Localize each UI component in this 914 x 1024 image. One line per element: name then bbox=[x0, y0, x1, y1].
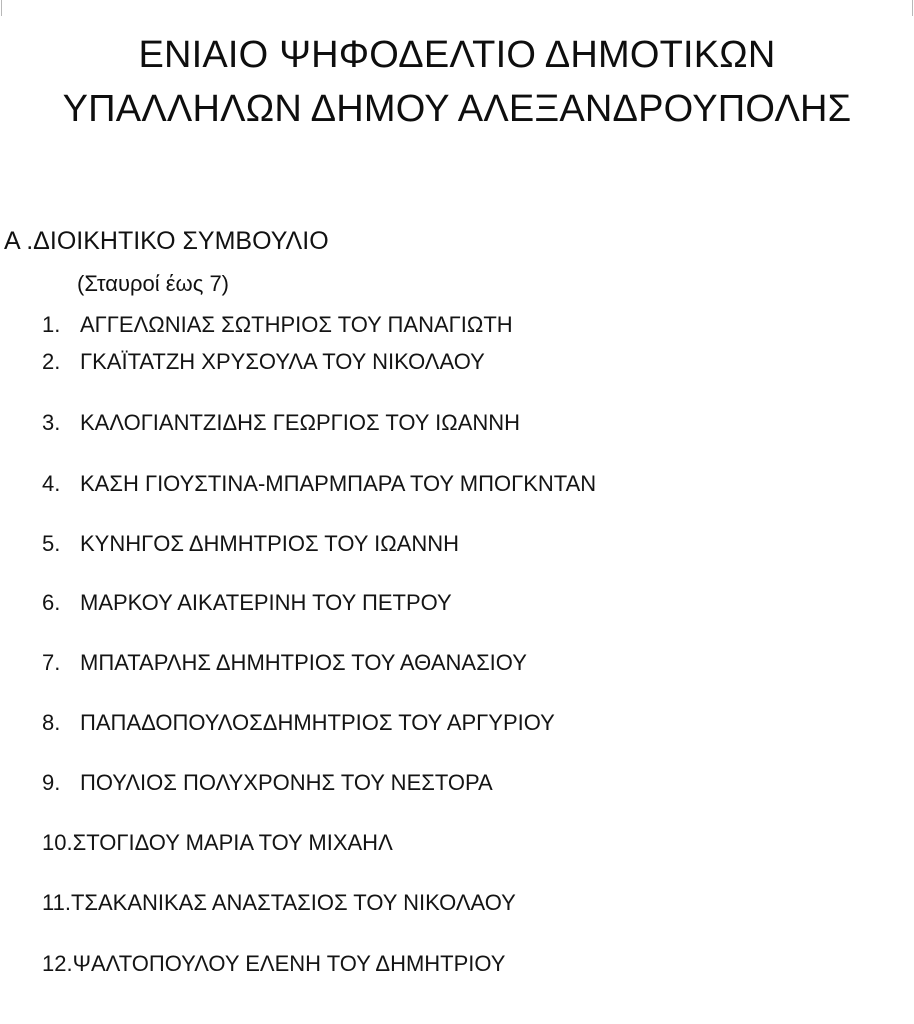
candidate-name: ΨΑΛΤΟΠΟΥΛΟΥ ΕΛΕΝΗ ΤΟΥ ΔΗΜΗΤΡΙΟΥ bbox=[72, 951, 506, 976]
item-number: 7. bbox=[42, 650, 61, 675]
item-number: 11. bbox=[42, 890, 71, 915]
section-heading: Α .ΔΙΟΙΚΗΤΙΚΟ ΣΥΜΒΟΥΛΙΟ bbox=[4, 227, 329, 255]
item-number: 9. bbox=[42, 770, 61, 795]
list-item bbox=[42, 408, 520, 438]
list-item bbox=[42, 708, 555, 738]
item-number: 2. bbox=[42, 349, 61, 374]
candidate-name: ΚΑΛΟΓΙΑΝΤΖΙΔΗΣ ΓΕΩΡΓΙΟΣ ΤΟΥ ΙΩΑΝΝΗ bbox=[80, 410, 521, 435]
list-item bbox=[42, 469, 596, 499]
item-number: 5. bbox=[42, 531, 61, 556]
candidate-name: ΚΥΝΗΓΟΣ ΔΗΜΗΤΡΙΟΣ ΤΟΥ ΙΩΑΝΝΗ bbox=[80, 531, 460, 556]
list-item bbox=[42, 347, 485, 377]
item-number: 1. bbox=[42, 312, 61, 337]
document-title-line-2: ΥΠΑΛΛΗΛΩΝ ΔΗΜΟΥ ΑΛΕΞΑΝΔΡΟΥΠΟΛΗΣ bbox=[62, 88, 852, 130]
candidate-name: ΠΑΠΑΔΟΠΟΥΛΟΣΔΗΜΗΤΡΙΟΣ ΤΟΥ ΑΡΓΥΡΙΟΥ bbox=[80, 710, 555, 735]
item-number: 8. bbox=[42, 710, 61, 735]
item-number: 4. bbox=[42, 471, 61, 496]
document-title-line-1: ΕΝΙΑΙΟ ΨΗΦΟΔΕΛΤΙΟ ΔΗΜΟΤΙΚΩΝ bbox=[138, 34, 776, 76]
candidate-name: ΤΣΑΚΑΝΙΚΑΣ ΑΝΑΣΤΑΣΙΟΣ ΤΟΥ ΝΙΚΟΛΑΟΥ bbox=[70, 890, 516, 915]
item-number: 6. bbox=[42, 590, 61, 615]
candidate-name: ΠΟΥΛΙΟΣ ΠΟΛΥΧΡΟΝΗΣ ΤΟΥ ΝΕΣΤΟΡΑ bbox=[80, 770, 493, 795]
item-number: 3. bbox=[42, 410, 61, 435]
section-note: (Σταυροί έως 7) bbox=[77, 271, 230, 296]
item-number: 12. bbox=[42, 951, 73, 976]
list-item bbox=[42, 648, 527, 678]
candidate-name: ΚΑΣΗ ΓΙΟΥΣΤΙΝΑ-ΜΠΑΡΜΠΑΡΑ ΤΟΥ ΜΠΟΓΚΝΤΑΝ bbox=[80, 471, 597, 496]
list-item bbox=[42, 588, 452, 618]
page-corner-mark-right bbox=[912, 0, 913, 16]
document-title bbox=[0, 28, 914, 136]
candidate-name: ΜΠΑΤΑΡΛΗΣ ΔΗΜΗΤΡΙΟΣ ΤΟΥ ΑΘΑΝΑΣΙΟΥ bbox=[80, 650, 527, 675]
list-item bbox=[42, 529, 459, 559]
page-corner-mark-left bbox=[1, 0, 2, 16]
list-item bbox=[42, 888, 516, 918]
list-item bbox=[42, 949, 505, 979]
list-item bbox=[42, 310, 513, 340]
candidate-name: ΜΑΡΚΟΥ ΑΙΚΑΤΕΡΙΝΗ ΤΟΥ ΠΕΤΡΟΥ bbox=[80, 590, 452, 615]
list-item bbox=[42, 768, 493, 798]
candidate-name: ΑΓΓΕΛΩΝΙΑΣ ΣΩΤΗΡΙΟΣ ΤΟΥ ΠΑΝΑΓΙΩΤΗ bbox=[80, 312, 513, 337]
item-number: 10. bbox=[42, 830, 73, 855]
list-item bbox=[42, 828, 393, 858]
candidate-name: ΓΚΑΪΤΑΤΖΗ ΧΡΥΣΟΥΛΑ ΤΟΥ ΝΙΚΟΛΑΟΥ bbox=[80, 349, 485, 374]
candidate-name: ΣΤΟΓΙΔΟΥ ΜΑΡΙΑ ΤΟΥ ΜΙΧΑΗΛ bbox=[72, 830, 393, 855]
